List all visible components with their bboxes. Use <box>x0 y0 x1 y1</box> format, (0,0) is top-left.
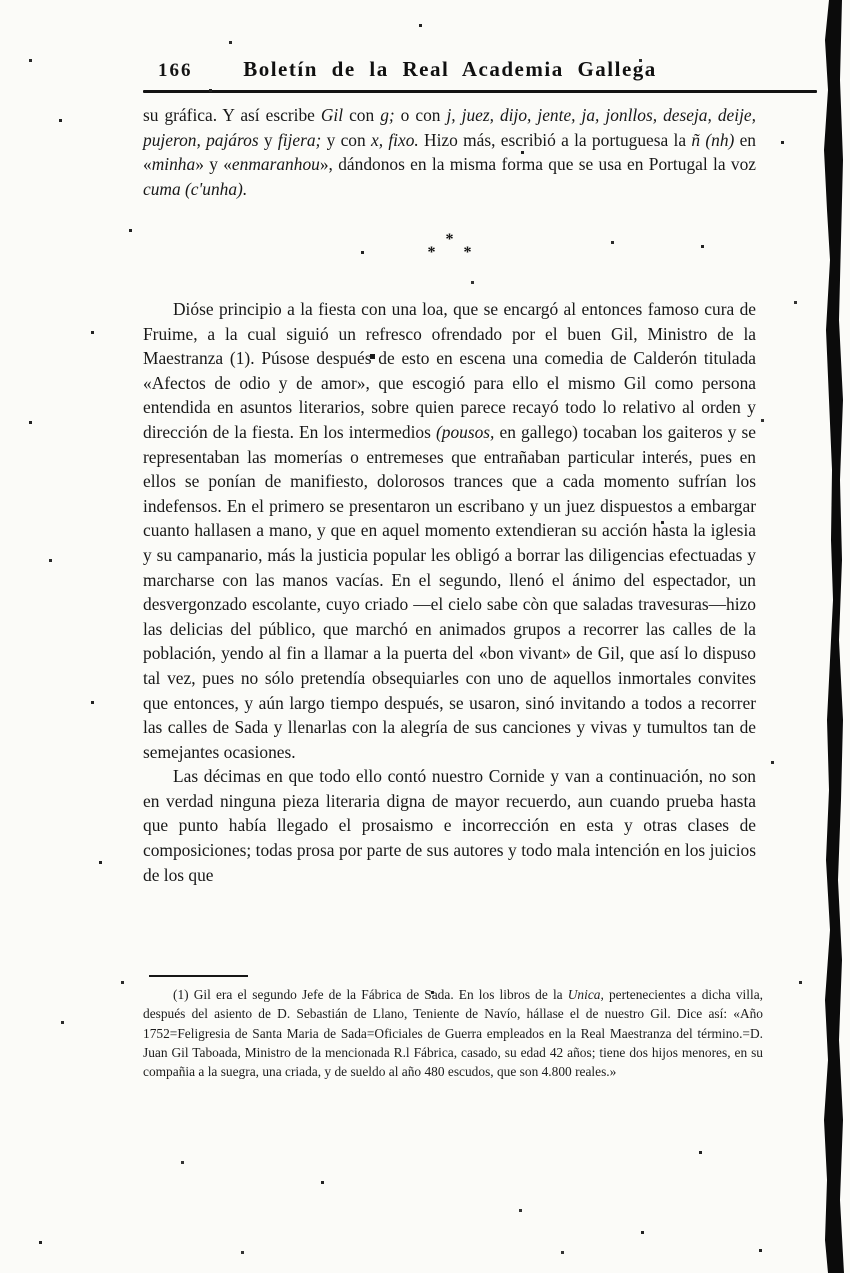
scan-noise-speckles <box>0 0 1 1</box>
footnote: (1) Gil era el segundo Jefe de la Fábrica de Sada. En los libros de la Unica, pertenecientes a dicha villa, después del asiento de D. Sebastián de Llano, Teniente de Navío, hállase el de nuestro Gil. Dice así: «Año 1752=Feligresia de Santa Maria de Sada=Oficiales de Guerra empleados en la Real Maestranza del término.=D. Juan Gil Taboada, Ministro de la mencionada R.l Fábrica, casado, su edad 42 años; tiene dos hijos menores, en su compañia a la suegra, una criada, y de sueldo al año 480 escudos, que son 4.800 reales.» <box>143 987 764 1080</box>
page-number: 166 <box>158 60 193 81</box>
main-text-block <box>143 297 756 887</box>
journal-title: Boletín de la Real Academia Gallega <box>243 57 657 81</box>
body-paragraph: Dióse principio a la fiesta con una loa, que se encargó al entonces famoso cura de Fruime, a la cual siguió un refresco ofrendado por el buen Gil, Ministro de la Maestranza (1). Púsose después de esto en escena una comedia de Calderón titulada «Afectos de odio y de amor», que escogió para ello el mismo Gil como persona entendida en asuntos literarios, sobre quien parece recayó todo lo relativo al orden y dirección de la fiesta. En los intermedios (pousos, en gallego) tocaban los gaiteros y se representaban las momerías o entremeses que entrañaban particular interés, pues en ellos se ponían de manifiesto, dolorosos trances que a cada momento sufrían los indefensos. En el primero se presentaron un escribano y un juez dispuestos a embargar cuanto hallasen a mano, y que en aquel momento extendieran su acción hasta la iglesia y su campanario, más la justicia popular les obligó a borrar las diligencias efectuadas y marcharse con las manos vacías. En el segundo, llenó el ánimo del espectador, un desvergonzado escolante, cuyo criado —el cielo sabe còn que saladas travesuras—hizo las delicias del público, que marchó en animados grupos a recorrer las calles de la población, yendo al fin a llamar a la puerta del «bon vivant» de Gil, que así lo dispuso tal vez, pues no sólo pretendía obsequiarles con uno de aquellos inmortales convites que entonces, y aún largo tiempo después, se usaron, sinó invitando a todos a recorrer las calles de Sada y llenarlas con la alegría de sus canciones y vivas y tumultos tan de semejantes ocasiones. <box>143 299 756 762</box>
paragraph-continuation: su gráfica. Y así escribe Gil con g; o con j, juez, dijo, jente, ja, jonllos, deseja, deije, pujeron, pajáros y fijera; y con x, fixo. Hizo más, escribió a la portuguesa la ñ (nh) en «minha» y «enmaranhou», dándonos en la misma forma que se usa en Portugal la voz cuma (c'unha). <box>143 105 757 199</box>
header-rule <box>143 90 817 93</box>
body-paragraph: Las décimas en que todo ello contó nuestro Cornide y van a continuación, no son en verdad ninguna pieza literaria digna de mayor recuerdo, aun cuando prueba hasta que punto había llegado el prosaismo e incorrección en esta y otras clases de composiciones; todas prosa por parte de sus autores y todo mala intención en los juicios de los que <box>143 766 756 885</box>
asterism-bottom: * * <box>427 244 484 261</box>
asterism-top: * <box>445 231 454 248</box>
asterism-separator <box>143 233 756 259</box>
footnote-rule <box>149 975 248 977</box>
book-binding-shadow <box>823 0 844 1273</box>
